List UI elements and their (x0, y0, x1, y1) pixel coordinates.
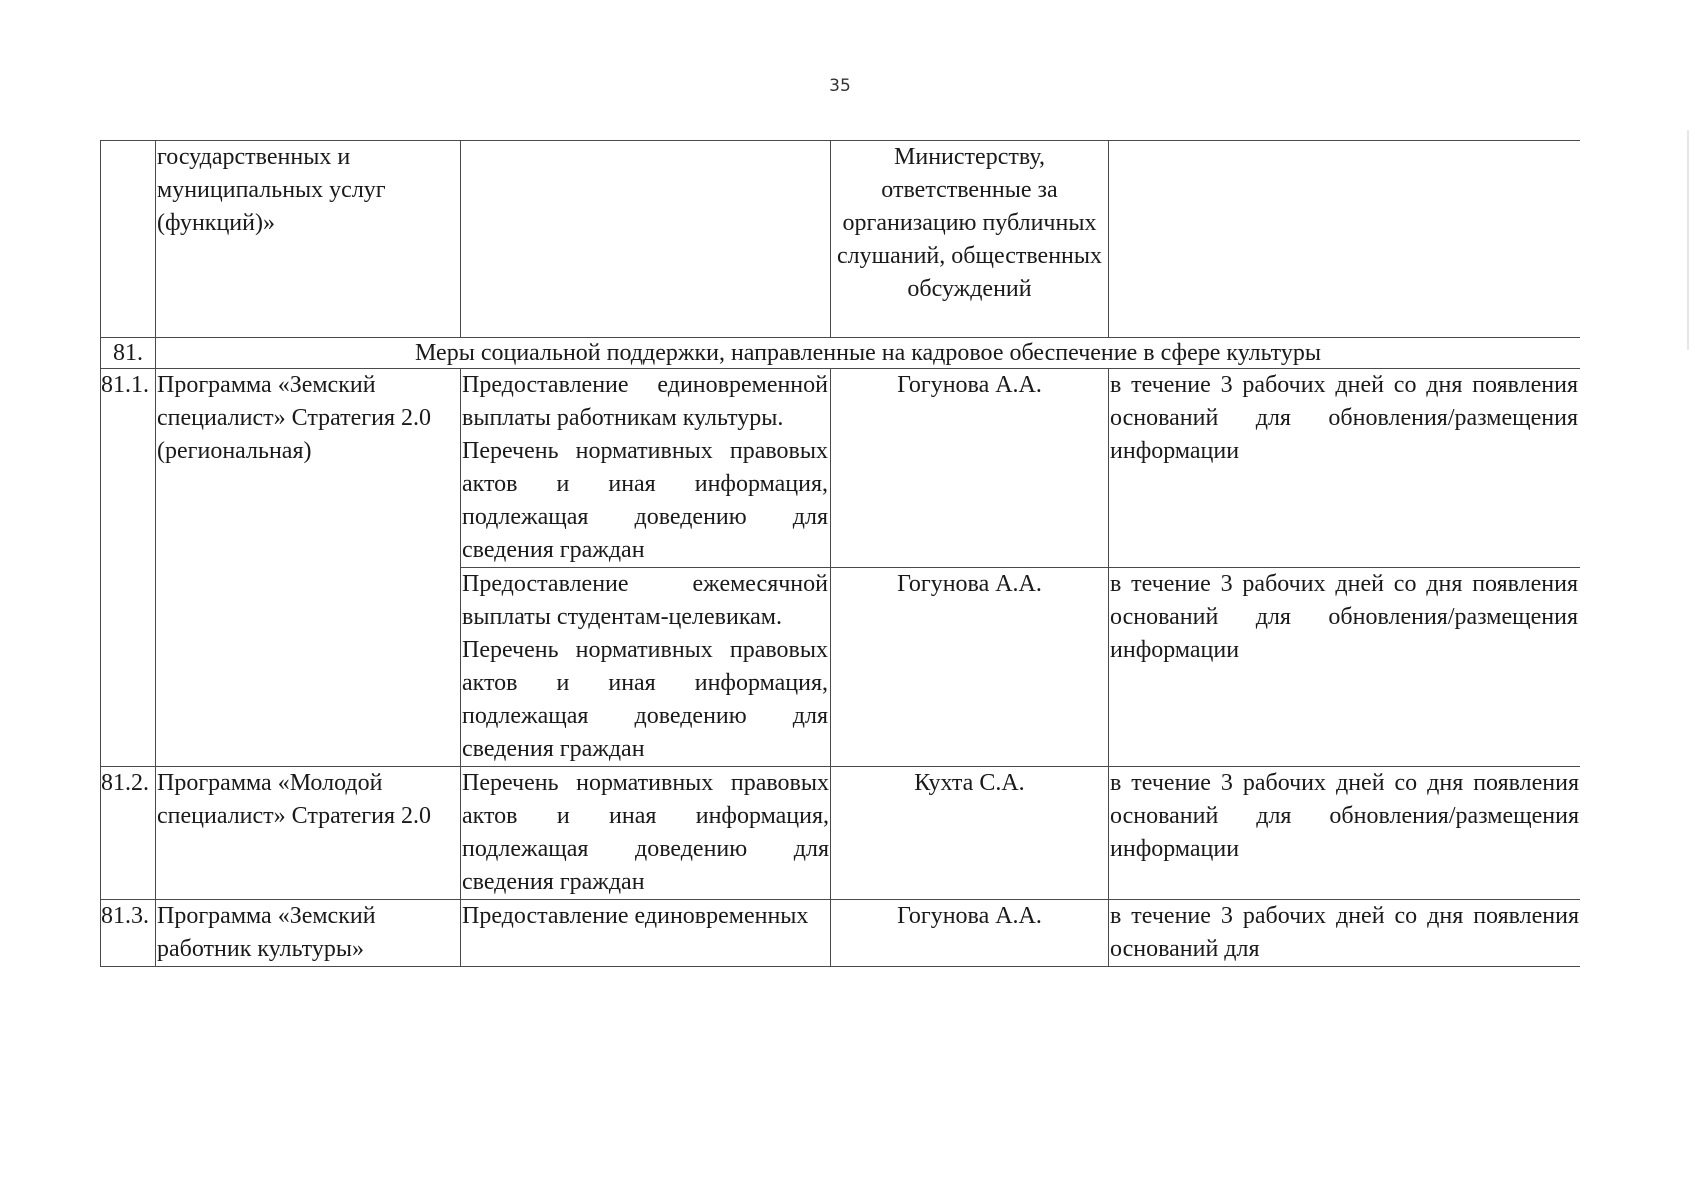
cell-deadline: в течение 3 рабочих дней со дня появления оснований для обновления/размещения информации (1109, 369, 1581, 568)
cell-num (101, 141, 156, 338)
cell-program: Программа «Молодой специалист» Стратегия 2.0 (156, 767, 461, 900)
table-row (101, 767, 1581, 900)
section-row (101, 338, 1581, 369)
cell-num: 81.3. (101, 900, 156, 967)
cell-content (461, 369, 831, 568)
cell-responsible: Кухта С.А. (831, 767, 1109, 900)
measures-table (100, 140, 1580, 967)
cell-deadline (1109, 141, 1581, 338)
cell-responsible: Министерству, ответственные за организацию публичных слушаний, общественных обсуждений (831, 141, 1109, 338)
cell-program: Программа «Земский специалист» Стратегия 2.0 (региональная) (156, 369, 461, 767)
cell-num: 81.2. (101, 767, 156, 900)
section-num: 81. (101, 338, 156, 369)
cell-content (461, 141, 831, 338)
cell-content (461, 568, 831, 767)
table-row (101, 369, 1581, 568)
content-paragraph: Перечень нормативных правовых актов и иная информация, подлежащая доведению для сведения граждан (462, 637, 828, 762)
scan-edge-mark (1687, 130, 1689, 350)
cell-num: 81.1. (101, 369, 156, 767)
cell-responsible: Гогунова А.А. (831, 369, 1109, 568)
cell-deadline: в течение 3 рабочих дней со дня появления оснований для обновления/размещения информации (1109, 767, 1581, 900)
content-paragraph: Предоставление единовременной выплаты работникам культуры. (462, 372, 828, 431)
cell-program: государственных и муниципальных услуг (функций)» (156, 141, 461, 338)
section-title: Меры социальной поддержки, направленные на кадровое обеспечение в сфере культуры (156, 338, 1581, 369)
document-sheet (100, 140, 1580, 1102)
table-row (101, 900, 1581, 967)
cell-deadline: в течение 3 рабочих дней со дня появления оснований для обновления/размещения информации (1109, 568, 1581, 767)
content-paragraph: Перечень нормативных правовых актов и иная информация, подлежащая доведению для сведения граждан (462, 438, 828, 563)
cell-content: Предоставление единовременных (461, 900, 831, 967)
content-paragraph: Предоставление ежемесячной выплаты студентам-целевикам. (462, 571, 828, 630)
table-row-continuation (101, 141, 1581, 338)
cell-content: Перечень нормативных правовых актов и иная информация, подлежащая доведению для сведения граждан (461, 767, 831, 900)
cell-program: Программа «Земский работник культуры» (156, 900, 461, 967)
cell-responsible: Гогунова А.А. (831, 900, 1109, 967)
page-number: 35 (829, 76, 851, 96)
cell-responsible: Гогунова А.А. (831, 568, 1109, 767)
cell-deadline: в течение 3 рабочих дней со дня появления оснований для (1109, 900, 1581, 967)
